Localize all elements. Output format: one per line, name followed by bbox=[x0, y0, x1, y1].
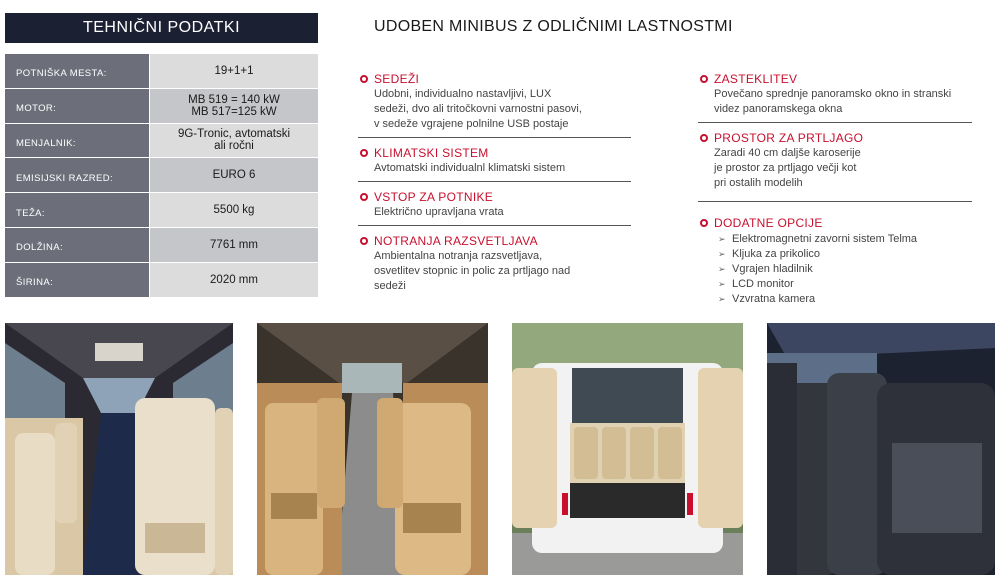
photo-interior-dark-seats bbox=[767, 323, 995, 575]
feature-climate bbox=[358, 146, 631, 182]
spec-row-length bbox=[5, 228, 318, 263]
arrow-right-icon: ➢ bbox=[718, 294, 726, 304]
arrow-right-icon: ➢ bbox=[718, 234, 726, 244]
photo-rear-luggage bbox=[512, 323, 743, 575]
spec-value-line: ali ročni bbox=[214, 140, 254, 153]
feature-description bbox=[374, 205, 631, 220]
circle-bullet-icon bbox=[700, 75, 708, 83]
spec-label: EMISIJSKI RAZRED: bbox=[5, 158, 150, 192]
list-item bbox=[714, 247, 972, 262]
feature-line: Ambientalna notranja razsvetljava, bbox=[374, 250, 543, 262]
feature-luggage bbox=[698, 131, 972, 202]
feature-options bbox=[698, 216, 972, 312]
feature-title: PROSTOR ZA PRTLJAGO bbox=[714, 131, 864, 145]
specs-table bbox=[5, 54, 318, 298]
spec-value-line: 5500 kg bbox=[213, 204, 255, 217]
feature-glazing bbox=[698, 72, 972, 123]
feature-title: DODATNE OPCIJE bbox=[714, 216, 823, 230]
feature-title: NOTRANJA RAZSVETLJAVA bbox=[374, 234, 538, 248]
features-column-left bbox=[358, 72, 631, 307]
spec-label: MENJALNIK: bbox=[5, 124, 150, 158]
spec-row-weight bbox=[5, 193, 318, 228]
feature-line: sedeži, dvo ali tritočkovni varnostni pasovi, bbox=[374, 103, 582, 115]
option-text: Vzvratna kamera bbox=[732, 293, 816, 305]
spec-label: POTNIŠKA MESTA: bbox=[5, 54, 150, 88]
photo-interior-cream-seats bbox=[5, 323, 233, 575]
list-item bbox=[714, 277, 972, 292]
feature-line: v sedeže vgrajene polnilne USB postaje bbox=[374, 118, 569, 130]
circle-bullet-icon bbox=[700, 219, 708, 227]
feature-line: Avtomatski individualnl klimatski sistem bbox=[374, 162, 566, 174]
arrow-right-icon: ➢ bbox=[718, 264, 726, 274]
option-text: Elektromagnetni zavorni sistem Telma bbox=[732, 233, 918, 245]
spec-value-line: 2020 mm bbox=[210, 273, 258, 286]
feature-title: SEDEŽI bbox=[374, 72, 420, 86]
spec-label: ŠIRINA: bbox=[5, 263, 150, 297]
spec-value bbox=[150, 89, 318, 123]
list-item bbox=[714, 232, 972, 247]
feature-line: je prostor za prtljago večji kot bbox=[714, 162, 857, 174]
feature-entry bbox=[358, 190, 631, 226]
arrow-right-icon: ➢ bbox=[718, 279, 726, 289]
spec-row-engine bbox=[5, 89, 318, 124]
spec-row-emission bbox=[5, 158, 318, 193]
spec-label: TEŽA: bbox=[5, 193, 150, 227]
feature-description bbox=[714, 146, 972, 191]
feature-line: osvetlitev stopnic in polic za prtljago nad bbox=[374, 265, 571, 277]
spec-row-seats bbox=[5, 54, 318, 89]
spec-value-line: 19+1+1 bbox=[214, 64, 254, 77]
list-item bbox=[714, 262, 972, 277]
features-column-right bbox=[698, 72, 972, 320]
circle-bullet-icon bbox=[360, 237, 368, 245]
spec-value bbox=[150, 54, 318, 88]
feature-title: ZASTEKLITEV bbox=[714, 72, 798, 86]
spec-value bbox=[150, 263, 318, 297]
spec-value bbox=[150, 228, 318, 262]
page-title: UDOBEN MINIBUS Z ODLIČNIMI LASTNOSTMI bbox=[374, 18, 733, 35]
feature-title: KLIMATSKI SISTEM bbox=[374, 146, 489, 160]
spec-row-gearbox bbox=[5, 124, 318, 159]
feature-line: Električno upravljana vrata bbox=[374, 206, 504, 218]
specs-header-text: TEHNIČNI PODATKI bbox=[82, 19, 241, 36]
arrow-right-icon: ➢ bbox=[718, 249, 726, 259]
circle-bullet-icon bbox=[360, 149, 368, 157]
feature-description bbox=[714, 87, 972, 117]
spec-value bbox=[150, 158, 318, 192]
feature-line: videz panoramskega okna bbox=[714, 103, 843, 115]
spec-value-line: EURO 6 bbox=[212, 169, 256, 182]
spec-value-line: 7761 mm bbox=[210, 238, 258, 251]
spec-label: MOTOR: bbox=[5, 89, 150, 123]
spec-label: DOLŽINA: bbox=[5, 228, 150, 262]
option-text: Kljuka za prikolico bbox=[732, 248, 821, 260]
feature-description bbox=[374, 249, 631, 294]
feature-line: pri ostalih modelih bbox=[714, 177, 803, 189]
circle-bullet-icon bbox=[360, 193, 368, 201]
spec-row-width bbox=[5, 263, 318, 298]
feature-title: VSTOP ZA POTNIKE bbox=[374, 190, 494, 204]
circle-bullet-icon bbox=[360, 75, 368, 83]
list-item bbox=[714, 292, 972, 307]
feature-description bbox=[374, 87, 631, 132]
feature-line: Zaradi 40 cm daljše karoserije bbox=[714, 147, 861, 159]
spec-value-line: 9G-Tronic, avtomatski bbox=[177, 128, 291, 141]
feature-seats bbox=[358, 72, 631, 138]
feature-line: Povečano sprednje panoramsko okno in stranski bbox=[714, 88, 952, 100]
options-list bbox=[714, 232, 972, 307]
spec-value bbox=[150, 124, 318, 158]
feature-lighting bbox=[358, 234, 631, 299]
spec-value bbox=[150, 193, 318, 227]
specs-header bbox=[5, 13, 318, 43]
spec-value-line: MB 517=125 kW bbox=[191, 105, 277, 118]
feature-line: sedeži bbox=[374, 280, 406, 292]
feature-description bbox=[374, 161, 631, 176]
feature-line: Udobni, individualno nastavljivi, LUX bbox=[374, 88, 552, 100]
photo-interior-aisle bbox=[257, 323, 488, 575]
spec-value-line: MB 519 = 140 kW bbox=[188, 93, 280, 106]
option-text: Vgrajen hladilnik bbox=[732, 263, 813, 275]
circle-bullet-icon bbox=[700, 134, 708, 142]
option-text: LCD monitor bbox=[732, 278, 794, 290]
